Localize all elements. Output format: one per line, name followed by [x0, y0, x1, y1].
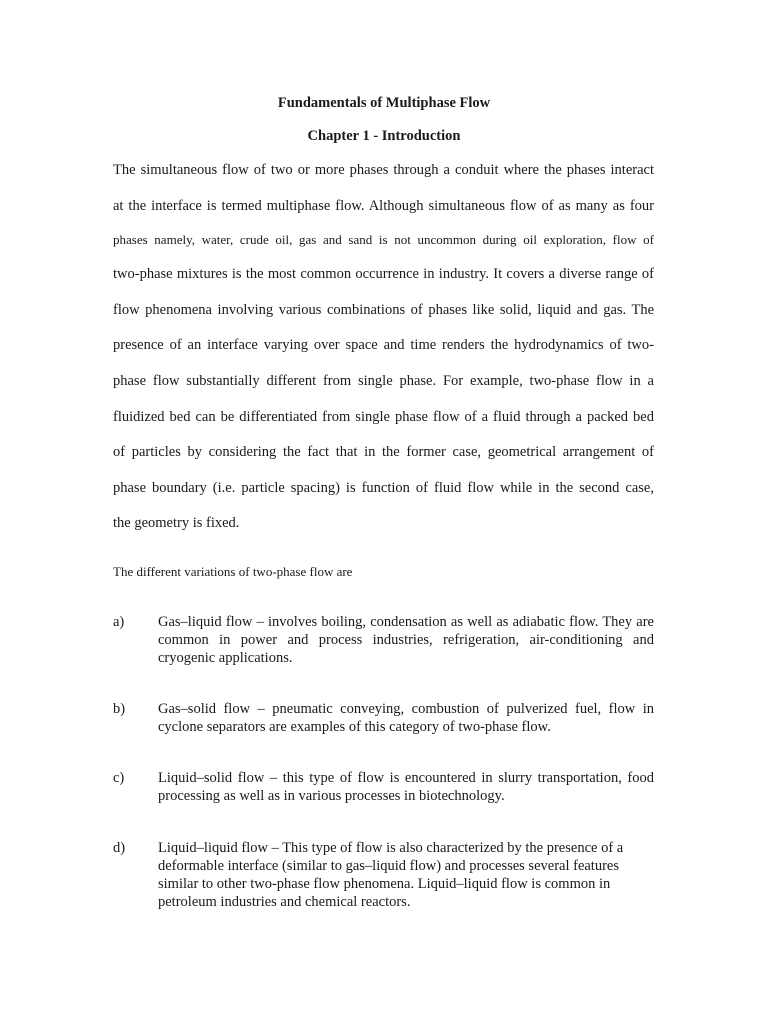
- paragraph-line: phase flow substantially different from single phase. For example, two-phase flow in a: [113, 373, 654, 389]
- document-title: Fundamentals of Multiphase Flow: [277, 95, 491, 111]
- paragraph-line: The simultaneous flow of two or more phases through a conduit where the phases interact: [113, 162, 654, 178]
- paragraph-line: the geometry is fixed.: [113, 515, 240, 531]
- list-marker: c): [113, 770, 125, 786]
- list-marker: d): [113, 840, 126, 856]
- list-item-text: Liquid–solid flow – this type of flow is encountered in slurry transportation, food processing as well as in various processes in biotechnology.: [158, 770, 654, 804]
- paragraph-line: at the interface is termed multiphase flow. Although simultaneous flow of as many as four: [113, 198, 654, 214]
- paragraph-line: phase boundary (i.e. particle spacing) is function of fluid flow while in the second case,: [113, 480, 654, 496]
- list-intro: The different variations of two-phase flow are: [113, 564, 353, 579]
- paragraph-line: flow phenomena involving various combinations of phases like solid, liquid and gas. The: [113, 302, 654, 318]
- paragraph-line: fluidized bed can be differentiated from single phase flow of a fluid through a packed bed: [113, 409, 654, 425]
- paragraph-line: phases namely, water, crude oil, gas and sand is not uncommon during oil exploration, flow of: [113, 232, 654, 247]
- paragraph-line: presence of an interface varying over space and time renders the hydrodynamics of two-: [113, 337, 654, 353]
- chapter-heading: Chapter 1 - Introduction: [307, 128, 461, 144]
- paragraph-line: two-phase mixtures is the most common occurrence in industry. It covers a diverse range of: [113, 266, 654, 282]
- paragraph-line: of particles by considering the fact that in the former case, geometrical arrangement of: [113, 444, 654, 460]
- list-marker: b): [113, 701, 126, 717]
- list-item-text: Gas–solid flow – pneumatic conveying, combustion of pulverized fuel, flow in cyclone separators are examples of this category of two-phase flow.: [158, 701, 654, 735]
- list-item-text: Gas–liquid flow – involves boiling, condensation as well as adiabatic flow. They are common in power and process industries, refrigeration, air-conditioning and cryogenic applications.: [158, 614, 654, 666]
- list-marker: a): [113, 614, 125, 630]
- list-item-text: Liquid–liquid flow – This type of flow is also characterized by the presence of a deformable interface (similar to gas–liquid flow) and processes several features similar to other two-phase flow phenomena. Liquid–liquid flow is common in petroleum industries and chemical reactors.: [158, 840, 624, 910]
